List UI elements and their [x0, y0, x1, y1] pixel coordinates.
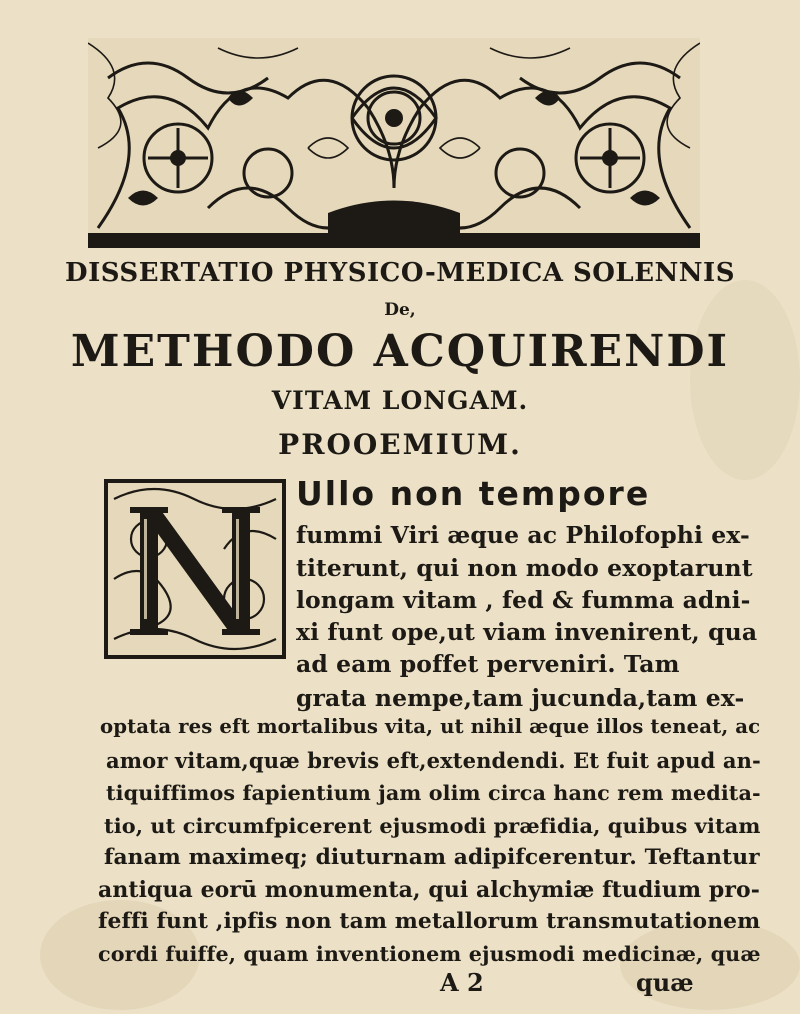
- text-line: longam vitam , fed & fumma adni-: [296, 586, 751, 614]
- text-line: titerunt, qui non modo exoptarunt: [296, 554, 753, 582]
- text-line: cordi fuiffe, quam inventionem ejusmodi medicinæ, quæ: [98, 942, 761, 966]
- ornamental-headpiece: [88, 38, 700, 248]
- text-line: antiqua eorū monumenta, qui alchymiæ ftudium pro-: [98, 877, 760, 903]
- text-line: fanam maximeq; diuturnam adipifcerentur. Teftantur: [104, 845, 760, 870]
- text-line: optata res eft mortalibus vita, ut nihil æque illos teneat, ac: [100, 715, 761, 738]
- section-heading: PROOEMIUM.: [278, 428, 522, 461]
- text-line: feffi funt ,ipfis non tam metallorum transmutationem: [98, 909, 761, 934]
- text-line: amor vitam,quæ brevis eft,extendendi. Et fuit apud an-: [106, 748, 761, 773]
- initial-letter-text: N: [191, 572, 199, 581]
- text-line: fummi Viri æque ac Philofophi ex-: [296, 521, 750, 549]
- text-line: grata nempe,tam jucunda,tam ex-: [296, 684, 745, 712]
- text-line: xi funt ope,ut viam invenirent, qua: [296, 618, 758, 646]
- signature-mark: A 2: [440, 968, 484, 997]
- catchword: quæ: [636, 968, 694, 997]
- title-preposition: De,: [384, 300, 416, 320]
- text-line: tiquiffimos fapientium jam olim circa hanc rem medita-: [106, 781, 761, 805]
- text-line: Ullo non tempore: [296, 474, 651, 513]
- text-line: tio, ut circumfpicerent ejusmodi præfidia, quibus vitam: [104, 813, 761, 838]
- subtitle: VITAM LONGAM.: [271, 386, 529, 415]
- decorated-initial-n: [104, 479, 286, 659]
- main-title: METHODO ACQUIRENDI: [70, 326, 730, 377]
- dissertation-title: DISSERTATIO PHYSICO-MEDICA SOLENNIS: [65, 258, 735, 288]
- text-line: ad eam poffet perveniri. Tam: [296, 650, 680, 678]
